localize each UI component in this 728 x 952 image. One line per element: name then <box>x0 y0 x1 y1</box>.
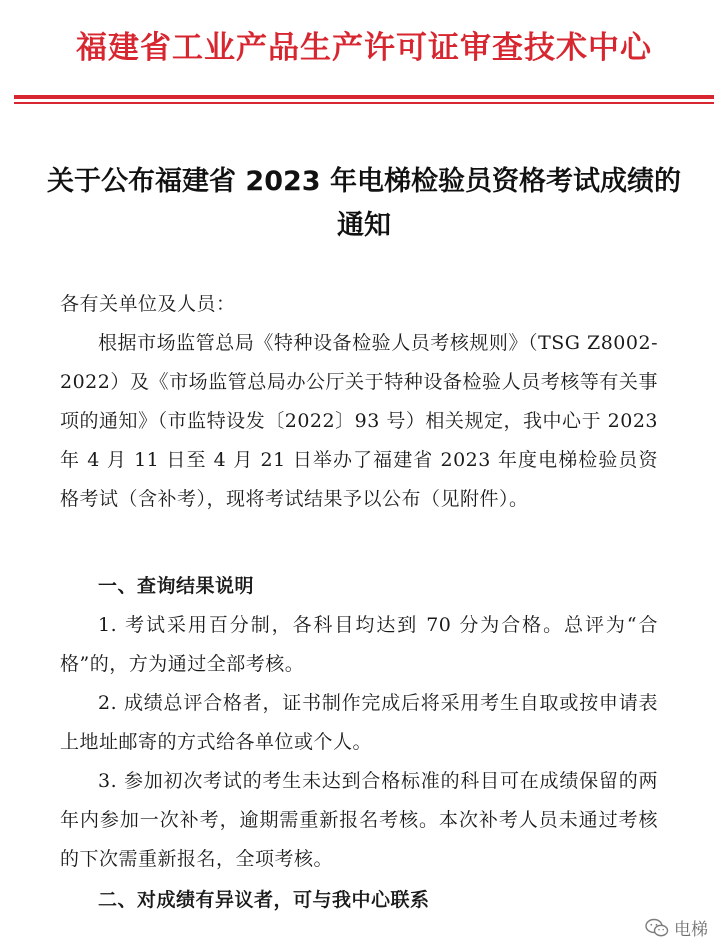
section-1-heading: 一、查询结果说明 <box>98 575 255 597</box>
salutation: 各有关单位及人员： <box>60 293 236 315</box>
result-item-3: 3. 参加初次考试的考生未达到合格标准的科目可在成绩保留的两年内参加一次补考，逾期需重新报名考核。本次补考人员未通过考核的下次需重新报名，全项考核。 <box>60 770 658 870</box>
watermark <box>645 915 708 940</box>
letterhead-org-name: 福建省工业产品生产许可证审查技术中心 <box>76 30 652 66</box>
result-item-1: 1. 考试采用百分制，各科目均达到 70 分为合格。总评为“合格”的，方为通过全部考核。 <box>60 614 658 675</box>
watermark-text: 电梯 <box>674 920 708 940</box>
main-paragraph: 根据市场监管总局《特种设备检验人员考核规则》（TSG Z8002-2022）及《市场监管总局办公厅关于特种设备检验人员考核等有关事项的通知》（市监特设发〔2022〕93 号）相关规定，我中心于 2023 年 4 月 11 日至 4 月 21 日举办了福建省 2023 年度电梯检验员资格考试（含补考），现将考试结果予以公布（见附件）。 <box>60 332 658 510</box>
result-item-2: 2. 成绩总评合格者，证书制作完成后将采用考生自取或按申请表上地址邮寄的方式给各单位或个人。 <box>60 692 658 753</box>
wechat-icon <box>645 918 669 938</box>
letterhead-rule-thick <box>14 95 714 99</box>
letterhead-rule-thin <box>14 102 714 104</box>
document-title: 关于公布福建省 2023 年电梯检验员资格考试成绩的通知 <box>47 166 681 241</box>
section-2-heading: 二、对成绩有异议者，可与我中心联系 <box>98 889 430 911</box>
